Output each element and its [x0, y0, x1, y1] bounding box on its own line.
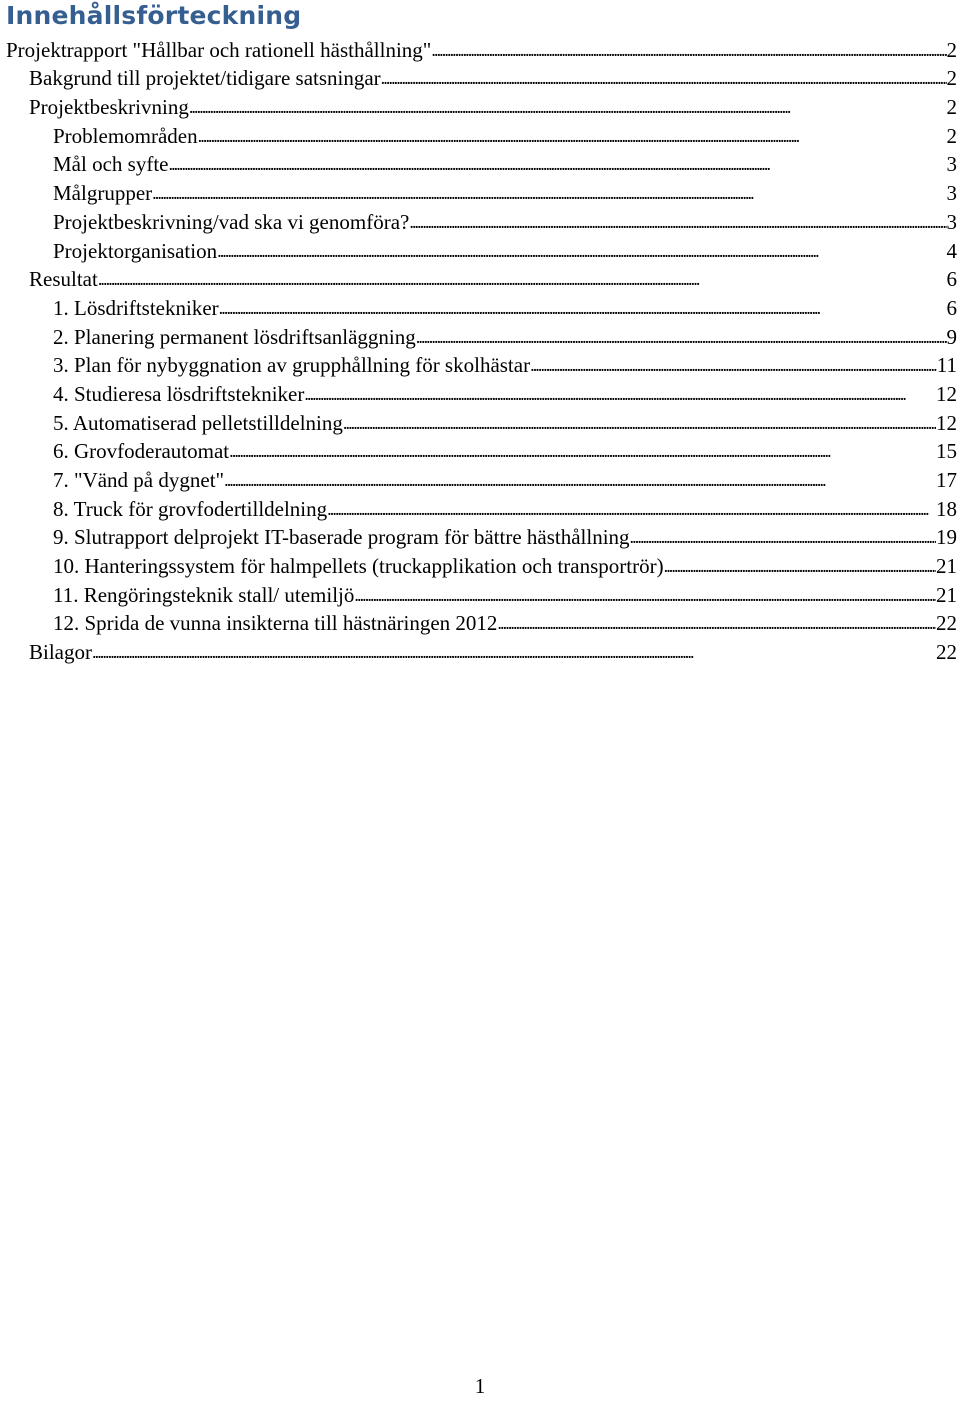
toc-entry[interactable] [0, 265, 960, 294]
toc-title: Innehållsförteckning [6, 1, 302, 30]
toc-entry-page: 11 [936, 353, 957, 378]
dot-leader [416, 324, 947, 350]
dot-leader [152, 180, 946, 206]
toc-entry-page: 21 [936, 582, 957, 607]
dot-leader [217, 238, 946, 264]
toc-entry[interactable] [0, 121, 960, 150]
dot-leader [229, 438, 936, 464]
toc-entry-page: 9 [946, 324, 957, 349]
toc-entry-label: 11. Rengöringsteknik stall/ utemiljö [53, 582, 355, 607]
dot-leader [219, 295, 947, 321]
toc-entry[interactable] [0, 351, 960, 380]
toc-entry-label: 8. Truck för grovfodertilldelning [53, 496, 328, 521]
toc-entry[interactable] [0, 551, 960, 580]
dot-leader [630, 524, 936, 550]
toc-entry-label: 6. Grovfoderautomat [53, 439, 230, 464]
toc-entry-page: 2 [946, 95, 957, 120]
toc-entry[interactable] [0, 379, 960, 408]
toc-entry-label: Problemområden [53, 123, 198, 148]
toc-entry[interactable] [0, 35, 960, 64]
dot-leader [343, 410, 936, 436]
dot-leader [198, 123, 947, 149]
dot-leader [304, 381, 936, 407]
toc-entry-label: Projektbeskrivning [29, 95, 189, 120]
toc-entry-label: Bakgrund till projektet/tidigare satsningar [29, 66, 381, 91]
toc-entry[interactable] [0, 236, 960, 265]
toc-entry[interactable] [0, 178, 960, 207]
toc-entry-label: Resultat [29, 267, 98, 292]
toc-entry[interactable] [0, 408, 960, 437]
dot-leader [381, 65, 947, 91]
toc-entry-label: 3. Plan för nybyggnation av grupphållning för skolhästar [53, 353, 531, 378]
dot-leader [409, 209, 946, 235]
toc-entry-label: Projektbeskrivning/vad ska vi genomföra? [53, 209, 410, 234]
toc-entry-page: 22 [936, 640, 957, 665]
toc-entry-page: 15 [936, 439, 957, 464]
toc-entry[interactable] [0, 523, 960, 552]
toc-entry-label: 9. Slutrapport delprojekt IT-baserade program för bättre hästhållning [53, 525, 630, 550]
page-number: 1 [474, 1374, 486, 1398]
dot-leader [354, 582, 936, 608]
toc-entry-label: 1. Lösdriftstekniker [53, 295, 219, 320]
toc-entry[interactable] [0, 580, 960, 609]
toc-entry[interactable] [0, 293, 960, 322]
toc-entry-page: 3 [946, 209, 957, 234]
toc-entry-label: Projektorganisation [53, 238, 218, 263]
toc-entry[interactable] [0, 207, 960, 236]
toc-entry[interactable] [0, 64, 960, 93]
toc-entry-page: 6 [946, 295, 957, 320]
toc-entry-page: 3 [946, 152, 957, 177]
dot-leader [224, 467, 936, 493]
dot-leader [168, 151, 946, 177]
toc-entry[interactable] [0, 322, 960, 351]
toc-entry-label: Bilagor [29, 640, 92, 665]
dot-leader [189, 94, 947, 120]
toc-entry-page: 19 [936, 525, 957, 550]
toc-entry-page: 3 [946, 181, 957, 206]
dot-leader [98, 266, 947, 292]
toc-entry-page: 18 [936, 496, 957, 521]
toc-entry-page: 2 [946, 37, 957, 62]
toc-entry-label: 5. Automatiserad pelletstilldelning [53, 410, 343, 435]
toc-entry-page: 2 [946, 123, 957, 148]
toc-entry-label: 2. Planering permanent lösdriftsanläggning [53, 324, 416, 349]
toc-entry[interactable] [0, 465, 960, 494]
toc-entry-label: 4. Studieresa lösdriftstekniker [53, 381, 305, 406]
dot-leader [664, 553, 936, 579]
toc-entry-page: 22 [936, 611, 957, 636]
dot-leader [530, 352, 937, 378]
toc-entry-page: 4 [946, 238, 957, 263]
toc-entry-label: Projektrapport "Hållbar och rationell hästhållning" [6, 37, 432, 62]
toc-entry-label: 7. "Vänd på dygnet" [53, 468, 225, 492]
toc-entry[interactable] [0, 494, 960, 523]
toc-entry-page: 17 [936, 468, 957, 492]
toc-entry[interactable] [0, 637, 960, 666]
toc-entry-page: 21 [936, 554, 957, 579]
dot-leader [92, 639, 936, 665]
toc-entry[interactable] [0, 92, 960, 121]
dot-leader [497, 610, 936, 636]
toc-entry-page: 12 [936, 381, 957, 406]
toc-entry-page: 2 [946, 66, 957, 91]
dot-leader [327, 496, 936, 522]
dot-leader [431, 37, 946, 63]
toc-entry-label: Mål och syfte [53, 152, 169, 177]
toc-entry-page: 6 [946, 267, 957, 292]
toc-entry[interactable] [0, 437, 960, 466]
table-of-contents [0, 35, 960, 666]
toc-entry-page: 12 [936, 410, 957, 435]
toc-entry[interactable] [0, 150, 960, 179]
toc-entry-label: Målgrupper [53, 181, 153, 206]
toc-entry-label: 10. Hanteringssystem för halmpellets (truckapplikation och transportrör) [53, 554, 664, 579]
toc-entry-label: 12. Sprida de vunna insikterna till hästnäringen 2012 [53, 611, 498, 636]
toc-entry[interactable] [0, 609, 960, 638]
